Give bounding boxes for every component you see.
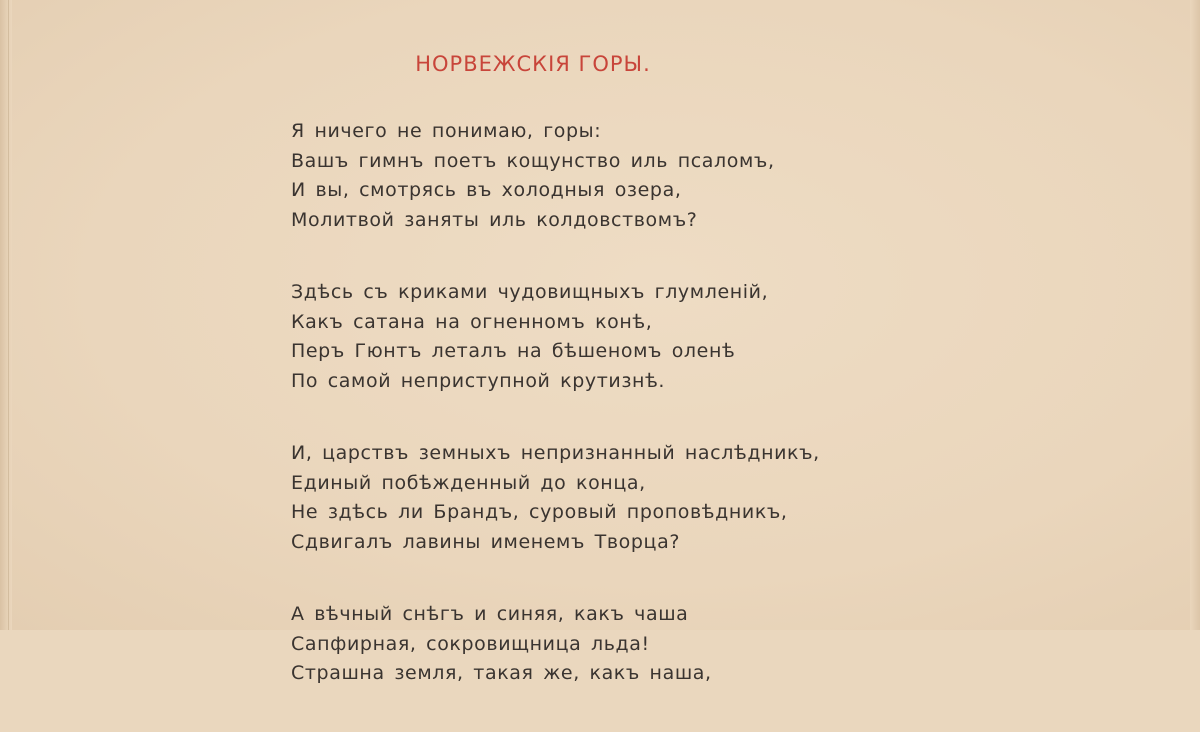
poem-line: Какъ сатана на огненномъ конѣ, [291, 310, 653, 333]
poem-line: Не здѣсь ли Брандъ, суровый проповѣдникъ, [291, 501, 788, 523]
poem-line: Перъ Гюнтъ леталъ на бѣшеномъ оленѣ [291, 340, 736, 362]
stanza-4 [291, 600, 851, 689]
poem-line: А вѣчный снѣгъ и синяя, какъ чаша [291, 603, 689, 625]
poem-line: И, царствъ земныхъ непризнанный наслѣдникъ, [291, 442, 820, 464]
poem-line: Здѣсь съ криками чудовищныхъ глумленiй, [291, 281, 769, 303]
poem-line: По самой неприступной крутизнѣ. [291, 369, 666, 392]
poem-line: Я ничего не понимаю, горы: [291, 120, 602, 142]
page-fold-line [8, 0, 9, 630]
poem-line: Молитвой заняты иль колдовствомъ? [291, 208, 698, 231]
poem-line: Единый побѣжденный до конца, [291, 471, 646, 494]
page-right-edge [1190, 0, 1200, 630]
poem-line: И вы, смотрясь въ холодныя озера, [291, 179, 682, 201]
stanza-3 [291, 439, 851, 557]
poem-line: Сапфирная, сокровищница льда! [291, 632, 650, 655]
poem-body [291, 117, 851, 732]
page-left-edge [0, 0, 12, 630]
stanza-1 [291, 117, 851, 235]
stanza-2 [291, 278, 851, 396]
poem-title: НОРВЕЖСКIЯ ГОРЫ. [415, 52, 651, 76]
poem-line: Страшна земля, такая же, какъ наша, [291, 662, 712, 684]
poem-line: Сдвигалъ лавины именемъ Творца? [291, 530, 681, 553]
poem-line: Вашъ гимнъ поетъ кощунство иль псаломъ, [291, 149, 775, 172]
